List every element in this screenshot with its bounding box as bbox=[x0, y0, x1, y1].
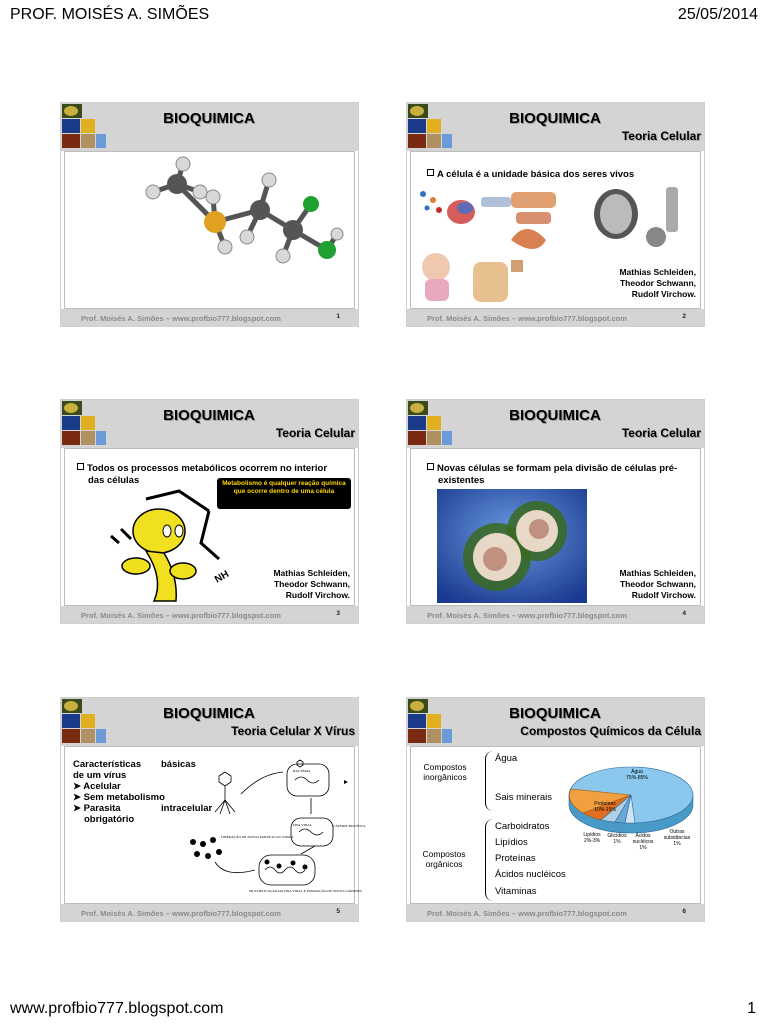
molecule-illustration bbox=[65, 152, 354, 308]
bullet-item-continuation: existentes bbox=[438, 475, 485, 486]
svg-text:Água: Água bbox=[631, 769, 643, 775]
page-header-author: PROF. MOISÉS A. SIMÕES bbox=[10, 6, 210, 23]
slide-logo-mosaic bbox=[408, 104, 452, 148]
bullet-item: Todos os processos metabólicos ocorrem no interior bbox=[77, 463, 327, 474]
slide-footer: Prof. Moisés A. Simões – www.profbio777.blogspot.com bbox=[81, 314, 281, 323]
svg-text:1%: 1% bbox=[673, 841, 681, 847]
virus-item: ➤ Parasita bbox=[73, 803, 121, 814]
enzyme-cartoon bbox=[101, 481, 251, 606]
slide-subtitle: Compostos Químicos da Célula bbox=[520, 724, 701, 738]
svg-text:1%: 1% bbox=[613, 839, 621, 845]
svg-text:substâncias: substâncias bbox=[663, 835, 691, 841]
label-replication: MULTIPLICAÇÃO DO DNA VIRAL E FORMAÇÃO DE NOVAS CÁPSIDES bbox=[249, 889, 362, 893]
slide-subtitle: Teoria Celular bbox=[621, 426, 701, 440]
label-capsid: CÁPSIDE PROTÉICA bbox=[333, 824, 366, 828]
slide-logo-mosaic bbox=[62, 699, 106, 743]
virus-lead-line1: Características bbox=[73, 759, 142, 770]
arrow-bullet-icon: ➤ bbox=[73, 781, 84, 792]
organic-item: Carboidratos bbox=[495, 821, 550, 832]
slide-subtitle: Teoria Celular bbox=[275, 426, 355, 440]
cell-division-photo bbox=[437, 489, 587, 603]
organic-label: Compostos orgânicos bbox=[422, 849, 466, 869]
slide-logo-mosaic bbox=[408, 401, 452, 445]
virus-lead-word2: básicas bbox=[161, 759, 196, 770]
slide-footer: Prof. Moisés A. Simões – www.profbio777.blogspot.com bbox=[427, 909, 627, 918]
virus-lead-line2: de um vírus bbox=[73, 770, 127, 781]
label-bacteria: BACTÉRIA bbox=[293, 769, 311, 773]
page-header-date: 25/05/2014 bbox=[677, 6, 758, 23]
slide-footer: Prof. Moisés A. Simões – www.profbio777.blogspot.com bbox=[427, 611, 627, 620]
slide-body bbox=[64, 151, 355, 309]
metabolism-callout: Metabolismo é qualquer reação química que ocorre dentro de uma célula bbox=[217, 478, 351, 509]
svg-text:10%-15%: 10%-15% bbox=[594, 807, 616, 813]
slide-4 bbox=[407, 400, 704, 623]
arrow-bullet-icon: ➤ bbox=[73, 803, 84, 814]
slide-footer: Prof. Moisés A. Simões – www.profbio777.blogspot.com bbox=[427, 314, 627, 323]
slide-number: 5 bbox=[336, 908, 340, 915]
virus-item: ➤ Sem metabolismo bbox=[73, 792, 165, 803]
virus-lifecycle-diagram bbox=[175, 750, 366, 900]
inorganic-item: Sais minerais bbox=[495, 792, 553, 803]
bullet-item: A célula é a unidade básica dos seres vivos bbox=[427, 169, 634, 180]
checkbox-bullet-icon bbox=[77, 463, 84, 470]
slide-6 bbox=[407, 698, 704, 921]
svg-text:Proteínas: Proteínas bbox=[594, 801, 616, 807]
inorganic-item: Água bbox=[495, 753, 518, 764]
slide-5 bbox=[61, 698, 366, 921]
slide-number: 3 bbox=[336, 610, 340, 617]
slide-logo-mosaic bbox=[62, 401, 106, 445]
slide-footer: Prof. Moisés A. Simões – www.profbio777.blogspot.com bbox=[81, 909, 281, 918]
bullet-item-continuation: das células bbox=[88, 475, 140, 486]
organic-item: Ácidos nucléicos bbox=[495, 869, 566, 880]
slide-1 bbox=[61, 103, 358, 326]
page-footer-url[interactable]: www.profbio777.blogspot.com bbox=[10, 1000, 224, 1017]
slide-number: 1 bbox=[336, 313, 340, 320]
page-footer-page-number: 1 bbox=[747, 1000, 756, 1017]
slide-title: BIOQUIMICA bbox=[163, 407, 255, 424]
svg-text:Glicídios: Glicídios bbox=[607, 833, 627, 839]
label-dna: DNA VIRAL bbox=[293, 823, 312, 827]
arrow-bullet-icon: ➤ bbox=[73, 792, 84, 803]
slide-title: BIOQUIMICA bbox=[509, 705, 601, 722]
slide-number: 6 bbox=[682, 908, 686, 915]
slide-subtitle: Teoria Celular X Vírus bbox=[231, 724, 355, 738]
organic-item: Vitaminas bbox=[495, 886, 537, 897]
virus-item: ➤ Acelular bbox=[73, 781, 121, 792]
authors: Mathias Schleiden, Theodor Schwann, Rudolf Virchow. bbox=[619, 267, 696, 299]
authors: Mathias Schleiden, Theodor Schwann, Rudolf Virchow. bbox=[619, 568, 696, 600]
slide-number: 2 bbox=[682, 313, 686, 320]
inorganic-brace bbox=[485, 751, 493, 811]
slide-title: BIOQUIMICA bbox=[509, 110, 601, 127]
virus-item-word: intracelular bbox=[161, 803, 213, 814]
slide-subtitle: Teoria Celular bbox=[621, 129, 701, 143]
svg-text:Outras: Outras bbox=[669, 829, 685, 835]
label-lysis: LIBERAÇÃO DE NOVAS PARTÍCULAS VIRAIS bbox=[221, 835, 294, 839]
inorganic-label: Compostos inorgânicos bbox=[423, 762, 467, 782]
organic-item: Proteínas bbox=[495, 853, 536, 864]
slide-logo-mosaic bbox=[408, 699, 452, 743]
slide-3 bbox=[61, 400, 358, 623]
slide-2 bbox=[407, 103, 704, 326]
authors: Mathias Schleiden, Theodor Schwann, Rudolf Virchow. bbox=[273, 568, 350, 600]
svg-text:Ácidos: Ácidos bbox=[635, 833, 651, 839]
svg-text:Lipídios: Lipídios bbox=[583, 832, 601, 838]
svg-text:nucléicos: nucléicos bbox=[632, 839, 654, 845]
svg-text:NH: NH bbox=[213, 568, 232, 586]
slide-logo-mosaic bbox=[62, 104, 106, 148]
organic-brace bbox=[485, 819, 493, 901]
checkbox-bullet-icon bbox=[427, 463, 434, 470]
slide-title: BIOQUIMICA bbox=[163, 110, 255, 127]
svg-text:75%-85%: 75%-85% bbox=[626, 775, 648, 781]
slide-footer: Prof. Moisés A. Simões – www.profbio777.blogspot.com bbox=[81, 611, 281, 620]
slide-number: 4 bbox=[682, 610, 686, 617]
slide-title: BIOQUIMICA bbox=[163, 705, 255, 722]
svg-text:2%-3%: 2%-3% bbox=[583, 838, 601, 844]
bullet-item: Novas células se formam pela divisão de células pré- bbox=[427, 463, 677, 474]
svg-text:1%: 1% bbox=[639, 845, 647, 851]
virus-item-continuation: obrigatório bbox=[84, 814, 135, 825]
organic-item: Lipídios bbox=[495, 837, 528, 848]
slide-title: BIOQUIMICA bbox=[509, 407, 601, 424]
cell-composition-pie bbox=[561, 749, 701, 859]
